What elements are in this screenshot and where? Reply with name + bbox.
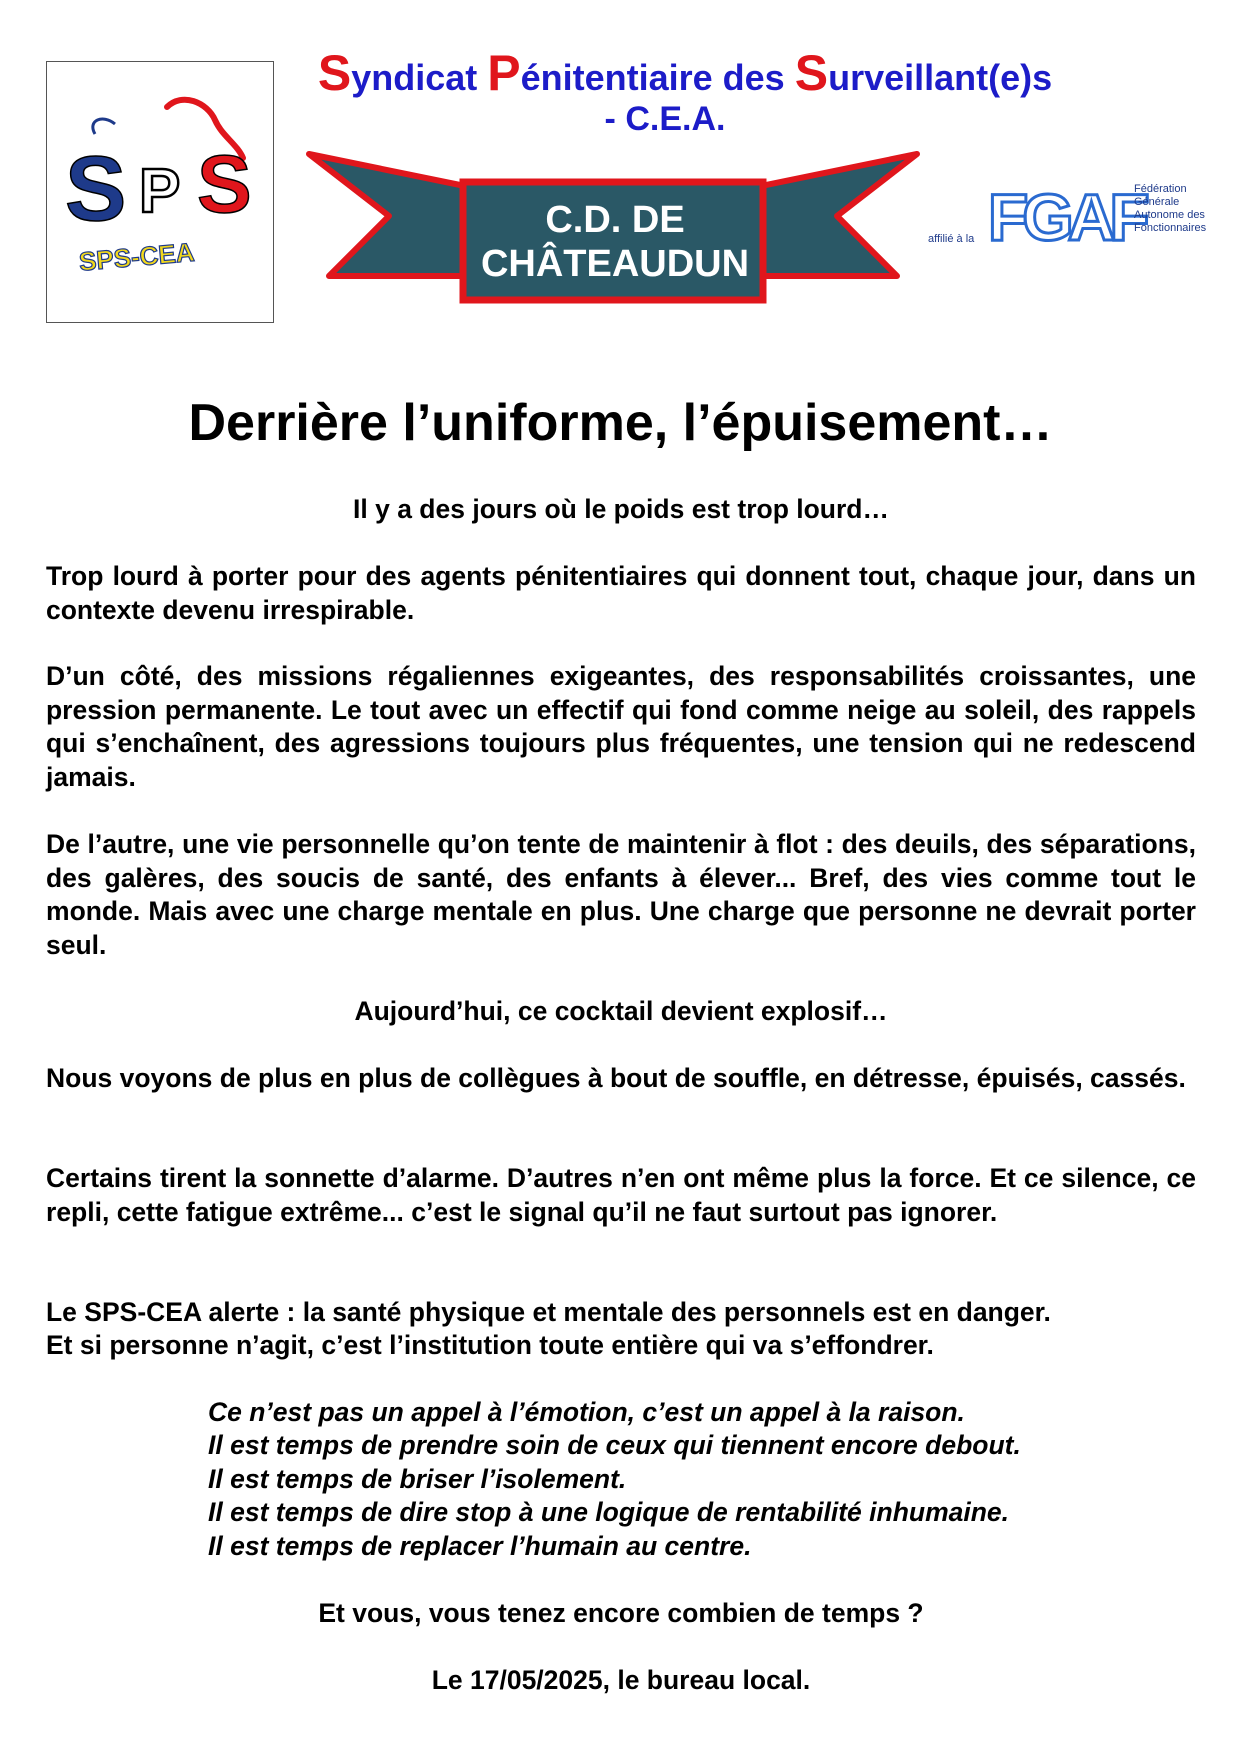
appeal-line-1: Ce n’est pas un appel à l’émotion, c’est un appel à la raison. [208,1397,965,1427]
org-word-surveillants: urveillant(e)s [828,57,1053,98]
signature: Le 17/05/2025, le bureau local. [431,1665,811,1695]
fgaf-logo [928,178,1207,254]
affiliation-line-2: Générale [1134,196,1180,208]
org-initial-s: S [317,45,352,101]
logo-letter-s1: S [65,138,127,240]
affiliation-line-4: Fonctionnaires [1134,222,1207,234]
logo-letter-p: P [139,157,181,226]
sps-logo [46,61,274,323]
question-line: Et vous, vous tenez encore combien de temps ? [318,1598,924,1628]
banner-line-1: C.D. DE [545,199,685,241]
banner-label [465,198,765,286]
intro-line: Il y a des jours où le poids est trop lourd… [353,494,889,524]
org-initial-s2: S [794,45,829,101]
sps-logo-graphic [47,62,273,322]
org-initial-p: P [487,45,521,101]
paragraph-3: De l’autre, une vie personnelle qu’on tente de maintenir à flot : des deuils, des séparations, des galères, des soucis de santé, des enfants à élever... Bref, des vies comme tout le monde. Mais avec une charge mentale en plus. Une charge que personne ne devrait porter seul. [46,829,1196,960]
alert-line-2: Et si personne n’agit, c’est l’institution toute entière qui va s’effondrer. [46,1330,934,1360]
paragraph-1: Trop lourd à porter pour des agents pénitentiaires qui donnent tout, chaque jour, dans un contexte devenu irrespirable. [46,561,1196,625]
affiliation-line-1: Fédération [1134,183,1187,195]
banner-line-2: CHÂTEAUDUN [480,243,750,285]
paragraph-2: D’un côté, des missions régaliennes exigeantes, des responsabilités croissantes, une pression permanente. Le tout avec un effectif qui fond comme neige au soleil, des rappels qui s’enchaînent, des agressions toujours plus fréquentes, une tension qui ne redescend jamais. [46,661,1196,792]
logo-caption: SPS-CEA [77,236,196,277]
appeal-line-4: Il est temps de dire stop à une logique de rentabilité inhumaine. [208,1497,1010,1527]
org-word-syndicat: yndicat [351,57,488,98]
org-word-penitentiaire: énitentiaire des [520,57,795,98]
affiliation-line-3: Autonome des [1134,209,1205,221]
logo-letter-s2: S [197,139,252,230]
org-name [280,44,1090,102]
paragraph-5: Certains tirent la sonnette d’alarme. D’autres n’en ont même plus la force. Et ce silence, ce repli, cette fatigue extrême... c’est le signal qu’il ne faut surtout pas ignorer. [46,1163,1196,1227]
paragraph-4: Nous voyons de plus en plus de collègues à bout de souffle, en détresse, épuisés, cassés. [46,1063,1186,1093]
logo-swoosh-small [93,119,115,134]
appeal-line-2: Il est temps de prendre soin de ceux qui tiennent encore debout. [208,1430,1021,1460]
alert-line-1: Le SPS-CEA alerte : la santé physique et mentale des personnels est en danger. [46,1297,1051,1327]
page-title: Derrière l’uniforme, l’épuisement… [188,394,1053,452]
explosive-line: Aujourd’hui, ce cocktail devient explosif… [354,996,888,1026]
fgaf-wordmark: FGAF [988,180,1144,254]
appeal-line-3: Il est temps de briser l’isolement. [208,1464,627,1494]
appeal-line-5: Il est temps de replacer l’humain au centre. [208,1531,752,1561]
org-suffix: - C.E.A. [604,100,726,138]
affiliation-prefix: affilié à la [928,233,975,245]
